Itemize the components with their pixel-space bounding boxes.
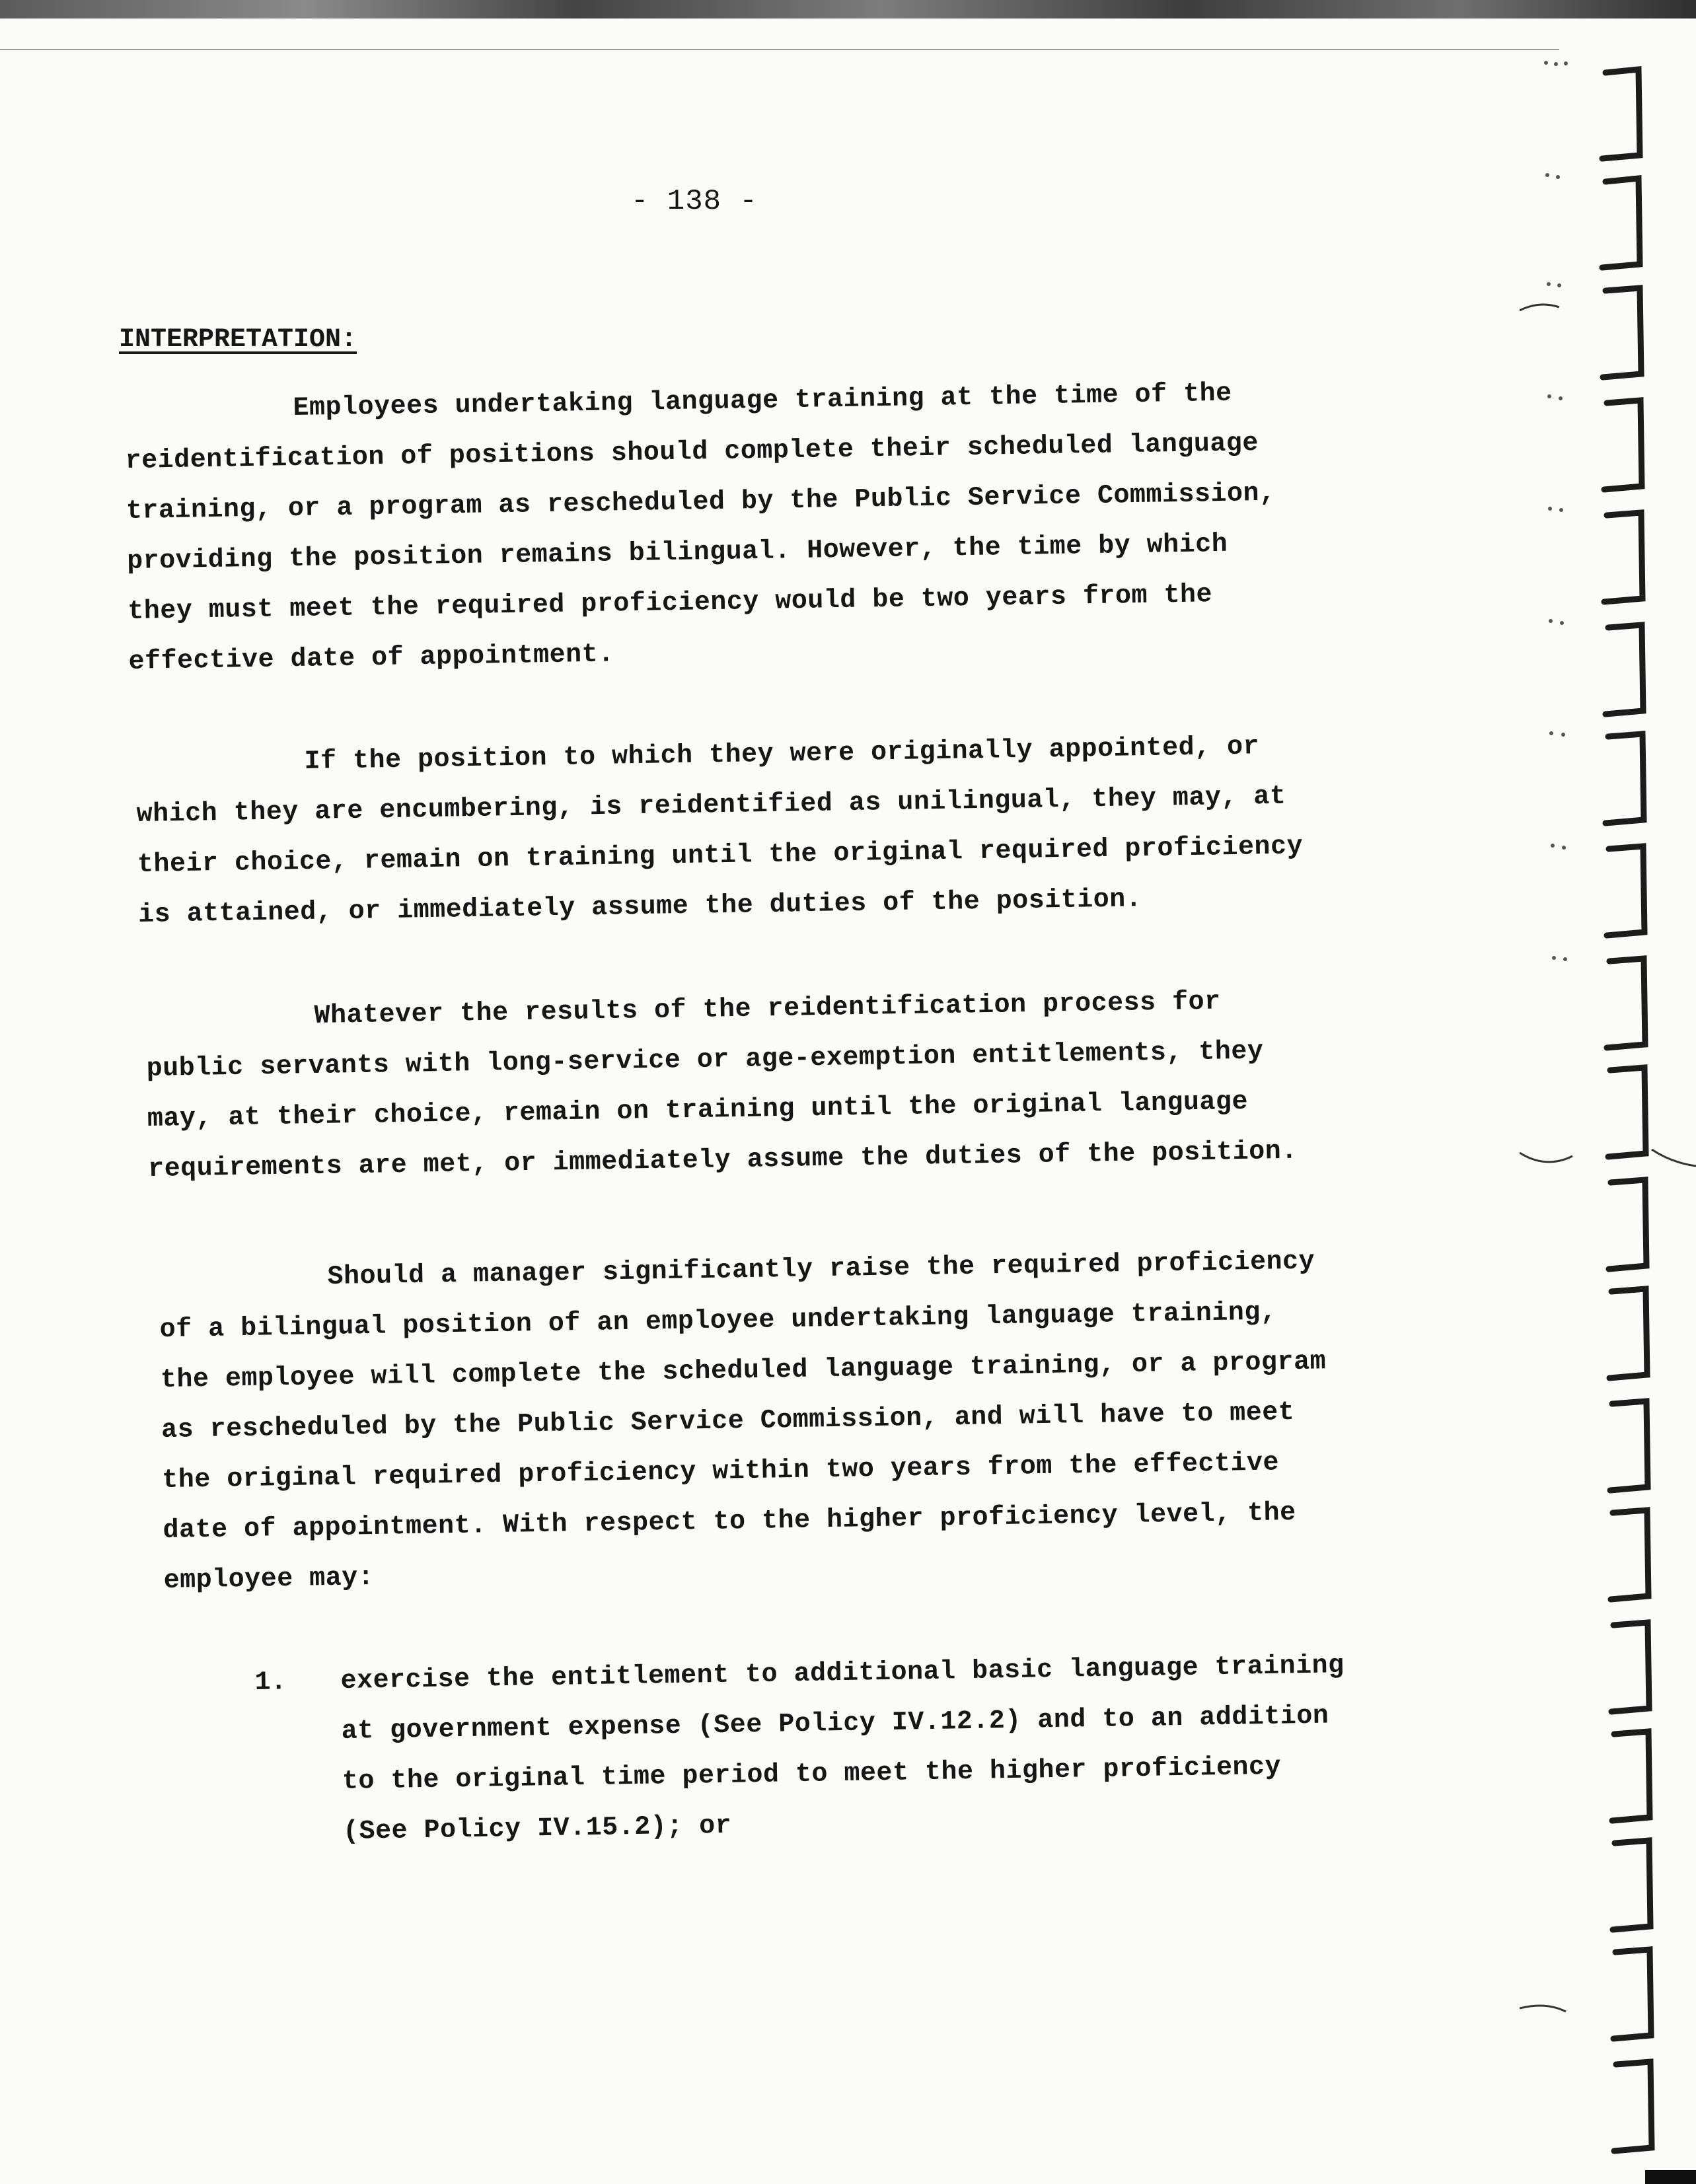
binding-ring	[1607, 846, 1644, 935]
binding-ring	[1605, 625, 1643, 714]
binding-ring	[1613, 1949, 1651, 2039]
binding-ring	[1602, 69, 1640, 159]
scan-edge-line	[0, 49, 1559, 50]
scan-top-edge	[0, 0, 1696, 18]
paragraph-1: Employees undertaking language training at the time of the reidentification of positions should complete their scheduled language training, or a program as rescheduled by the Public Service Commission, providing the position remains bilingual. However, the time by which they must meet the required proficiency would be two years from the effective date of appointment.	[125, 379, 1276, 677]
binding-ring	[1607, 959, 1645, 1048]
binding-ring	[1603, 288, 1641, 377]
binding-ring	[1608, 1068, 1646, 1157]
binding-ring	[1604, 513, 1642, 602]
binding-ring	[1602, 178, 1640, 268]
list-item	[254, 1640, 1417, 1847]
binding-ring	[1609, 1289, 1647, 1378]
binding-ring	[1610, 1401, 1648, 1490]
list-item-text: exercise the entitlement to additional basic language training at government expense (See Policy IV.12.2) and to an addition to the original time period to meet the higher proficiency (See Policy IV.15.2); or	[340, 1651, 1345, 1847]
paragraph-3: Whatever the results of the reidentification process for public servants with long-service or age-exemption entitlements, they may, at their choice, remain on training until the original language requirements are met, or immediately assume the duties of the position.	[146, 987, 1298, 1184]
binding-ring	[1613, 1840, 1650, 1930]
paragraph-2: If the position to which they were originally appointed, or which they are encumbering, is reidentified as unilingual, they may, at their choice, remain on training until the original required proficiency is attained, or immediately assume the duties of the position.	[136, 732, 1304, 930]
binding-ring	[1604, 400, 1642, 490]
binding-ring	[1605, 734, 1644, 823]
binding-ring	[1611, 1510, 1648, 1599]
paragraph-4: Should a manager significantly raise the required proficiency of a bilingual position of an employee undertaking language training, the employee will complete the scheduled language training, or a program as rescheduled by the Public Service Commission, and will have to meet the original required proficiency within two years from the effective date of appointment. With respect to the higher proficiency level, the employee may:	[159, 1247, 1327, 1596]
binding-ring	[1609, 1180, 1646, 1269]
page-number: - 138 -	[631, 185, 758, 218]
list-item-number: 1.	[254, 1667, 287, 1698]
section-heading: INTERPRETATION:	[119, 325, 357, 355]
spiral-binding	[1520, 0, 1696, 2184]
binding-ring	[1612, 1731, 1650, 1821]
binding-ring	[1614, 2062, 1652, 2151]
binding-ring	[1611, 1622, 1649, 1712]
